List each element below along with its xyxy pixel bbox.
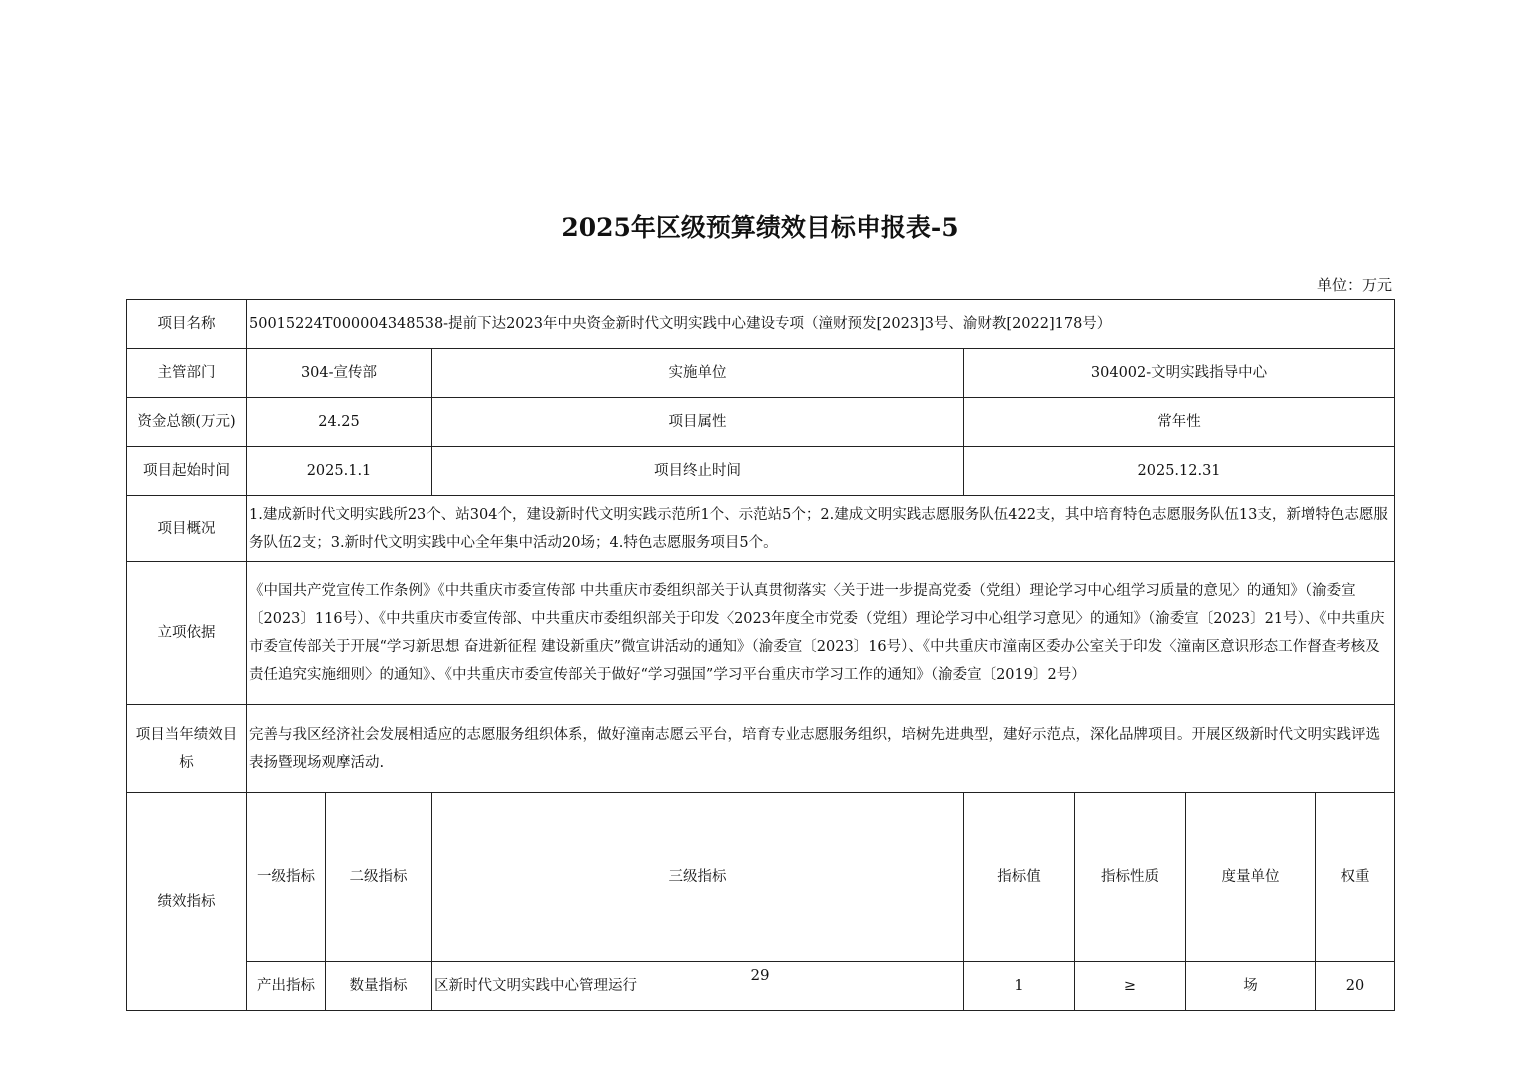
row-time: [127, 447, 1395, 496]
indicator-header-level2: 二级指标: [326, 793, 432, 962]
impl-unit-label: 实施单位: [432, 349, 964, 398]
fund-value: 24.25: [247, 398, 432, 447]
indicator-header-level1: 一级指标: [247, 793, 326, 962]
impl-unit-value: 304002-文明实践指导中心: [964, 349, 1395, 398]
end-time-label: 项目终止时间: [432, 447, 964, 496]
indicator-header-row: [127, 793, 1395, 962]
budget-table: [126, 299, 1395, 1011]
indicator-level3: 区新时代文明实践中心管理运行: [432, 962, 964, 1011]
dept-label: 主管部门: [127, 349, 247, 398]
start-time-label: 项目起始时间: [127, 447, 247, 496]
page-title: 2025年区级预算绩效目标申报表-5: [561, 213, 959, 242]
indicator-nature: ≥: [1075, 962, 1186, 1011]
dept-value: 304-宣传部: [247, 349, 432, 398]
unit-label: 单位：万元: [1316, 276, 1392, 294]
row-dept: [127, 349, 1395, 398]
indicator-weight: 20: [1316, 962, 1395, 1011]
overview-label: 项目概况: [127, 496, 247, 562]
property-value: 常年性: [964, 398, 1395, 447]
row-basis: [127, 562, 1395, 705]
indicator-header-unit: 度量单位: [1186, 793, 1316, 962]
row-goal: [127, 705, 1395, 793]
budget-table-wrapper: [126, 299, 1394, 1011]
indicator-header-level3: 三级指标: [432, 793, 964, 962]
goal-label: 项目当年绩效目标: [127, 705, 247, 793]
project-name-label: 项目名称: [127, 300, 247, 349]
basis-label: 立项依据: [127, 562, 247, 705]
indicator-level1: 产出指标: [247, 962, 326, 1011]
start-time-value: 2025.1.1: [247, 447, 432, 496]
basis-value: 《中国共产党宣传工作条例》《中共重庆市委宣传部 中共重庆市委组织部关于认真贯彻落实〈关于进一步提高党委（党组）理论学习中心组学习质量的意见〉的通知》（渝委宣〔2023〕116号）、《中共重庆市委宣传部、中共重庆市委组织部关于印发〈2023年度全市党委（党组）理论学习中心组学习意见〉的通知》（渝委宣〔2023〕21号）、《中共重庆市委宣传部关于开展“学习新思想 奋进新征程 建设新重庆”微宣讲活动的通知》（渝委宣〔2023〕16号）、《中共重庆市潼南区委办公室关于印发〈潼南区意识形态工作督查考核及责任追究实施细则〉的通知》、《中共重庆市委宣传部关于做好“学习强国”学习平台重庆市学习工作的通知》（渝委宣〔2019〕2号）: [247, 562, 1395, 705]
indicator-value: 1: [964, 962, 1075, 1011]
indicator-header-nature: 指标性质: [1075, 793, 1186, 962]
end-time-value: 2025.12.31: [964, 447, 1395, 496]
indicator-header-value: 指标值: [964, 793, 1075, 962]
project-name-value: 50015224T000004348538-提前下达2023年中央资金新时代文明实践中心建设专项（潼财预发[2023]3号、渝财教[2022]178号）: [247, 300, 1395, 349]
row-project-name: [127, 300, 1395, 349]
indicator-level2: 数量指标: [326, 962, 432, 1011]
row-overview: [127, 496, 1395, 562]
row-fund: [127, 398, 1395, 447]
property-label: 项目属性: [432, 398, 964, 447]
page-number: 29: [750, 966, 770, 984]
overview-value: 1.建成新时代文明实践所23个、站304个，建设新时代文明实践示范所1个、示范站5个；2.建成文明实践志愿服务队伍422支，其中培育特色志愿服务队伍13支，新增特色志愿服务队伍2支；3.新时代文明实践中心全年集中活动20场；4.特色志愿服务项目5个。: [247, 496, 1395, 562]
indicator-unit: 场: [1186, 962, 1316, 1011]
indicators-label: 绩效指标: [127, 793, 247, 1011]
goal-value: 完善与我区经济社会发展相适应的志愿服务组织体系，做好潼南志愿云平台，培育专业志愿服务组织，培树先进典型，建好示范点，深化品牌项目。开展区级新时代文明实践评选表扬暨现场观摩活动.: [247, 705, 1395, 793]
indicator-header-weight: 权重: [1316, 793, 1395, 962]
fund-label: 资金总额(万元): [127, 398, 247, 447]
